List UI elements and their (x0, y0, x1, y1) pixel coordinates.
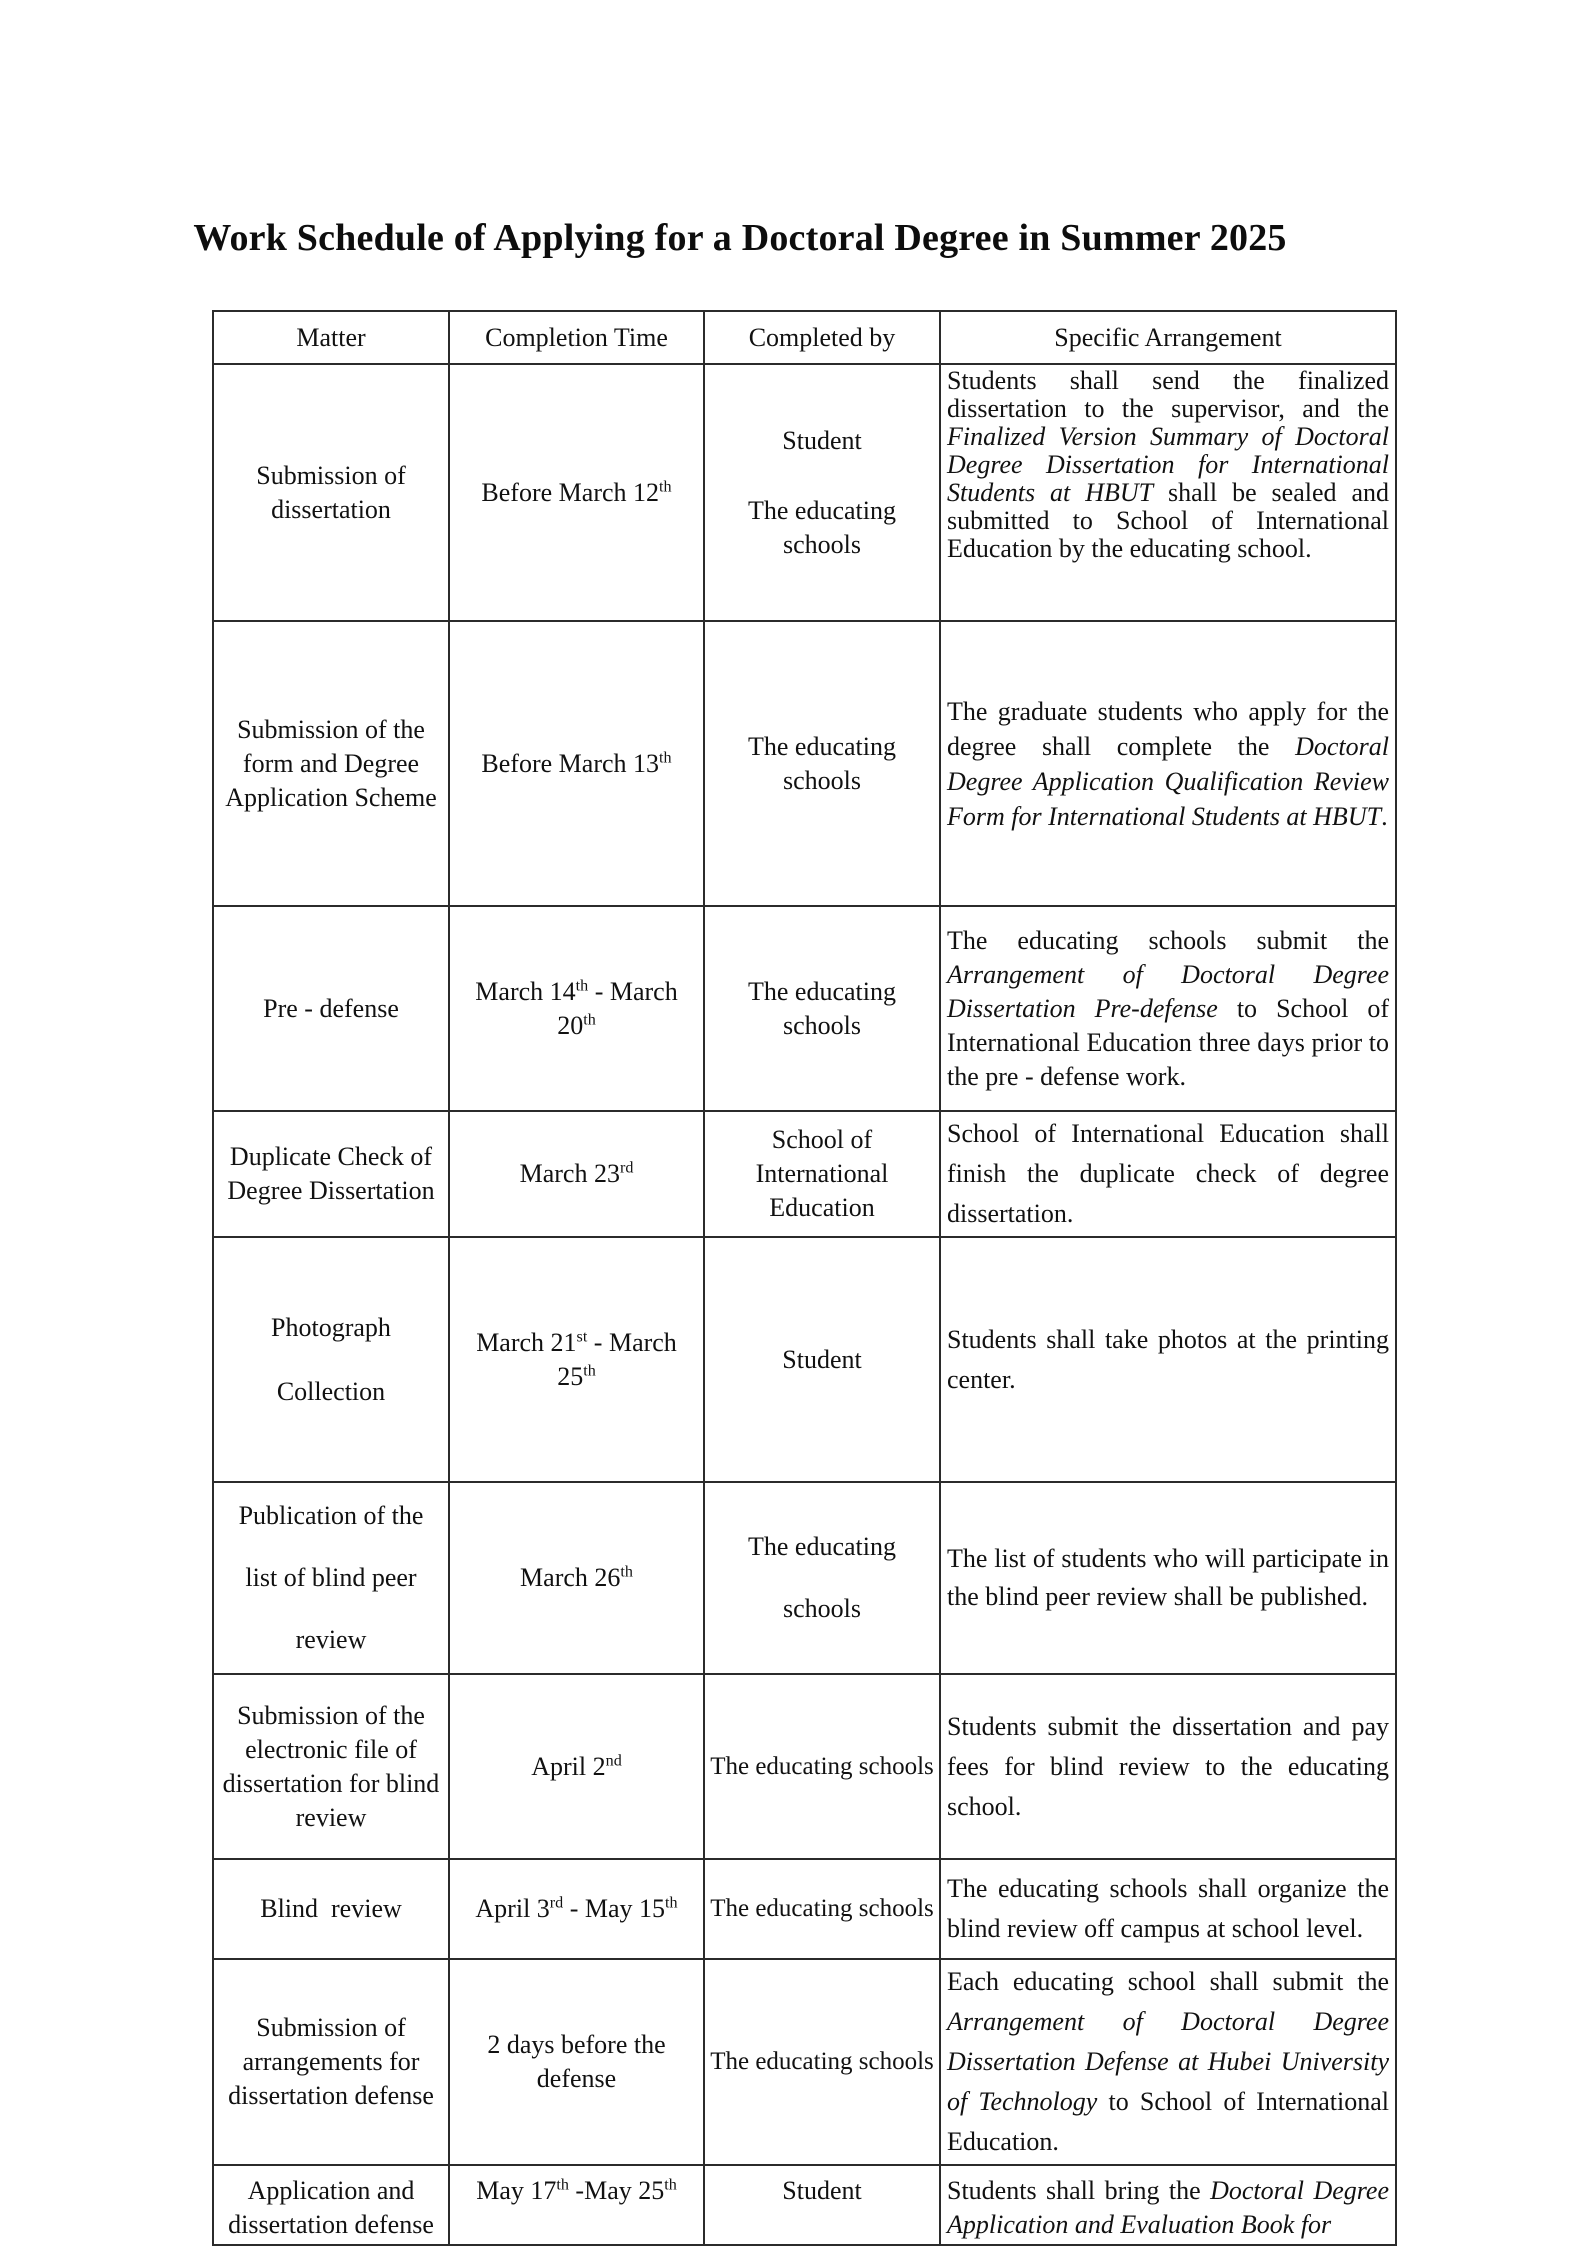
table-row (213, 621, 1396, 906)
matter-line: dissertation for blind (222, 1768, 440, 1798)
completed-by-cell (704, 906, 940, 1111)
matter-cell (213, 1959, 449, 2165)
matter-cell (213, 621, 449, 906)
matter-line: Application Scheme (225, 782, 437, 812)
completed-by-cell (704, 1959, 940, 2165)
matter-line: Submission of (256, 2013, 406, 2042)
matter-cell (213, 1111, 449, 1237)
column-header-specific-arrangement: Specific Arrangement (940, 311, 1396, 364)
matter-line: Collection (276, 1376, 386, 1406)
completed-by-cell (704, 364, 940, 621)
table-row (213, 1111, 1396, 1237)
specific-arrangement-cell: The list of students who will participate in the blind peer review shall be published. (940, 1482, 1396, 1674)
table-row (213, 1674, 1396, 1859)
table-row (213, 1959, 1396, 2165)
matter-line: Application and (247, 2176, 415, 2205)
completed-by-paragraph: Student (782, 2176, 862, 2205)
completion-time-cell: March 26th (449, 1482, 704, 1674)
specific-arrangement-cell: Students shall take photos at the printing center. (940, 1237, 1396, 1482)
table-row (213, 1482, 1396, 1674)
completed-by-cell (704, 1482, 940, 1674)
completed-by-paragraph: The educating schools (748, 1532, 896, 1623)
completed-by-cell (704, 621, 940, 906)
table-row (213, 364, 1396, 621)
completion-time-cell: May 17th -May 25th (449, 2165, 704, 2245)
schedule-table (212, 310, 1397, 2246)
specific-arrangement-cell: School of International Education shall finish the duplicate check of degree dissertation. (940, 1111, 1396, 1237)
matter-line: Submission of the (237, 1700, 425, 1730)
matter-line: Degree Dissertation (227, 1176, 435, 1205)
matter-cell (213, 906, 449, 1111)
completion-time-cell: Before March 12th (449, 364, 704, 621)
completed-by-cell (704, 1111, 940, 1237)
column-header-completed-by: Completed by (704, 311, 940, 364)
matter-line: Submission of (256, 460, 406, 490)
table-row (213, 906, 1396, 1111)
matter-line: dissertation (271, 494, 391, 524)
completed-by-paragraph: The educating schools (710, 1895, 934, 1922)
completed-by-cell (704, 1674, 940, 1859)
completion-time-cell: March 21st - March 25th (449, 1237, 704, 1482)
column-header-completion-time: Completion Time (449, 311, 704, 364)
table-row (213, 1237, 1396, 1482)
completed-by-paragraph: Student (782, 425, 862, 455)
completed-by-paragraph: The educating schools (748, 495, 896, 559)
page-title: Work Schedule of Applying for a Doctoral Degree in Summer 2025 (193, 217, 1287, 259)
matter-line: Pre - defense (263, 993, 399, 1023)
completion-time-cell: March 23rd (449, 1111, 704, 1237)
matter-line: review (295, 1625, 367, 1654)
table-row (213, 2165, 1396, 2245)
completed-by-paragraph: Student (782, 1344, 862, 1374)
matter-line: Photograph (271, 1312, 391, 1342)
completion-time-cell: April 2nd (449, 1674, 704, 1859)
specific-arrangement-cell: The educating schools submit the Arrangement of Doctoral Degree Dissertation Pre-defense to School of International Education three days prior to the pre - defense work. (940, 906, 1396, 1111)
matter-line: dissertation defense (228, 2081, 434, 2110)
table-body (213, 364, 1396, 2245)
matter-line: arrangements for (242, 2047, 420, 2076)
matter-cell (213, 2165, 449, 2245)
matter-line: electronic file of (245, 1734, 417, 1764)
completed-by-paragraph: The educating schools (748, 731, 896, 795)
matter-cell (213, 1674, 449, 1859)
matter-line: form and Degree (242, 748, 420, 778)
matter-cell (213, 1237, 449, 1482)
completed-by-cell (704, 1859, 940, 1959)
completed-by-cell (704, 1237, 940, 1482)
matter-line: Publication of the (238, 1501, 424, 1530)
matter-cell (213, 1482, 449, 1674)
completion-time-cell: Before March 13th (449, 621, 704, 906)
completion-time-cell: 2 days before the defense (449, 1959, 704, 2165)
completed-by-paragraph: The educating schools (710, 1752, 934, 1780)
matter-cell (213, 1859, 449, 1959)
matter-line: Duplicate Check of (229, 1142, 433, 1171)
schedule-table-container (212, 310, 1395, 2239)
matter-line: review (295, 1802, 367, 1832)
specific-arrangement-cell: Students shall send the finalized dissertation to the supervisor, and the Finalized Version Summary of Doctoral Degree Dissertation for International Students at HBUT shall be sealed and submitted to School of International Education by the educating school. (940, 364, 1396, 621)
matter-line: dissertation defense (228, 2210, 434, 2239)
specific-arrangement-cell: The graduate students who apply for the degree shall complete the Doctoral Degree Application Qualification Review Form for International Students at HBUT. (940, 621, 1396, 906)
specific-arrangement-cell: Each educating school shall submit the Arrangement of Doctoral Degree Dissertation Defense at Hubei University of Technology to School of International Education. (940, 1959, 1396, 2165)
completion-time-cell: March 14th - March 20th (449, 906, 704, 1111)
matter-line: list of blind peer (245, 1563, 417, 1592)
completed-by-cell (704, 2165, 940, 2245)
column-header-matter: Matter (213, 311, 449, 364)
matter-cell (213, 364, 449, 621)
specific-arrangement-cell: Students shall bring the Doctoral Degree Application and Evaluation Book for (940, 2165, 1396, 2245)
header-row (213, 311, 1396, 364)
completion-time-cell: April 3rd - May 15th (449, 1859, 704, 1959)
matter-line: Blind review (260, 1894, 402, 1923)
specific-arrangement-cell: Students submit the dissertation and pay fees for blind review to the educating school. (940, 1674, 1396, 1859)
matter-line: Submission of the (237, 714, 425, 744)
completed-by-paragraph: The educating schools (748, 976, 896, 1040)
specific-arrangement-cell: The educating schools shall organize the blind review off campus at school level. (940, 1859, 1396, 1959)
completed-by-paragraph: School of International Education (755, 1125, 889, 1222)
completed-by-paragraph: The educating schools (710, 2048, 934, 2075)
table-row (213, 1859, 1396, 1959)
